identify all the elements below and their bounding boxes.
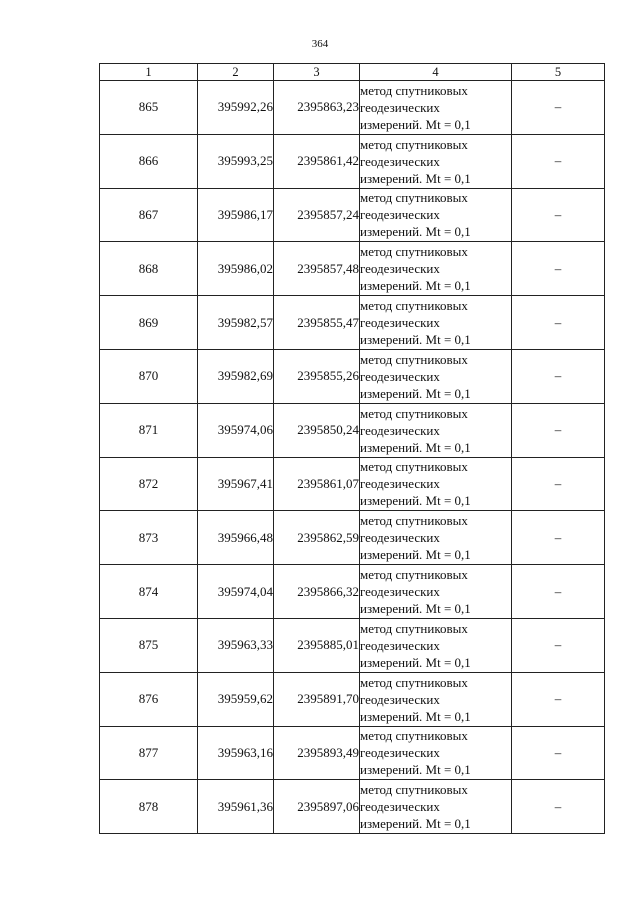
y-coordinate-cell: 2395893,49 [274, 726, 360, 780]
point-number-cell: 871 [100, 403, 198, 457]
method-line: метод спутниковых [360, 782, 468, 798]
method-line: геодезических [360, 691, 440, 707]
x-coordinate-cell: 395967,41 [198, 457, 274, 511]
x-coordinate-cell: 395963,16 [198, 726, 274, 780]
x-coordinate-cell: 395959,62 [198, 672, 274, 726]
y-coordinate-cell: 2395857,24 [274, 188, 360, 242]
x-coordinate-cell: 395992,26 [198, 81, 274, 135]
method-line: метод спутниковых [360, 244, 468, 260]
table-row [100, 188, 605, 242]
method-line: геодезических [360, 422, 440, 438]
coordinates-table [99, 63, 605, 834]
y-coordinate-cell: 2395855,47 [274, 296, 360, 350]
x-coordinate-cell: 395986,17 [198, 188, 274, 242]
method-line: геодезических [360, 637, 440, 653]
method-line: измерений. Mt = 0,1 [360, 654, 471, 670]
point-number-cell: 877 [100, 726, 198, 780]
point-number-cell: 869 [100, 296, 198, 350]
method-line: измерений. Mt = 0,1 [360, 385, 471, 401]
point-number-cell: 875 [100, 618, 198, 672]
point-number-cell: 873 [100, 511, 198, 565]
note-cell: – [512, 780, 605, 834]
column-header-1: 1 [100, 64, 198, 81]
point-number-cell: 874 [100, 565, 198, 619]
y-coordinate-cell: 2395891,70 [274, 672, 360, 726]
note-cell: – [512, 565, 605, 619]
point-number-cell: 878 [100, 780, 198, 834]
x-coordinate-cell: 395961,36 [198, 780, 274, 834]
note-cell: – [512, 457, 605, 511]
point-number-cell: 870 [100, 349, 198, 403]
x-coordinate-cell: 395986,02 [198, 242, 274, 296]
method-line: метод спутниковых [360, 351, 468, 367]
method-cell [360, 672, 512, 726]
table-row [100, 726, 605, 780]
method-line: измерений. Mt = 0,1 [360, 224, 471, 240]
method-line: измерений. Mt = 0,1 [360, 116, 471, 132]
method-line: метод спутниковых [360, 405, 468, 421]
table-row [100, 672, 605, 726]
note-cell: – [512, 134, 605, 188]
note-cell: – [512, 296, 605, 350]
y-coordinate-cell: 2395857,48 [274, 242, 360, 296]
y-coordinate-cell: 2395861,07 [274, 457, 360, 511]
x-coordinate-cell: 395982,69 [198, 349, 274, 403]
method-line: геодезических [360, 584, 440, 600]
table-row [100, 457, 605, 511]
point-number-cell: 867 [100, 188, 198, 242]
table-row [100, 81, 605, 135]
method-line: метод спутниковых [360, 674, 468, 690]
note-cell: – [512, 618, 605, 672]
method-cell [360, 134, 512, 188]
method-line: измерений. Mt = 0,1 [360, 332, 471, 348]
y-coordinate-cell: 2395862,59 [274, 511, 360, 565]
method-cell [360, 457, 512, 511]
method-line: геодезических [360, 530, 440, 546]
method-line: измерений. Mt = 0,1 [360, 278, 471, 294]
method-line: метод спутниковых [360, 728, 468, 744]
method-cell [360, 296, 512, 350]
method-line: геодезических [360, 745, 440, 761]
point-number-cell: 865 [100, 81, 198, 135]
method-line: геодезических [360, 153, 440, 169]
table-row [100, 565, 605, 619]
method-line: метод спутниковых [360, 567, 468, 583]
method-line: измерений. Mt = 0,1 [360, 816, 471, 832]
y-coordinate-cell: 2395861,42 [274, 134, 360, 188]
point-number-cell: 872 [100, 457, 198, 511]
table-row [100, 780, 605, 834]
method-line: измерений. Mt = 0,1 [360, 547, 471, 563]
table-row [100, 618, 605, 672]
note-cell: – [512, 349, 605, 403]
method-line: метод спутниковых [360, 298, 468, 314]
column-header-4: 4 [360, 64, 512, 81]
note-cell: – [512, 188, 605, 242]
method-line: измерений. Mt = 0,1 [360, 762, 471, 778]
y-coordinate-cell: 2395855,26 [274, 349, 360, 403]
column-header-2: 2 [198, 64, 274, 81]
table-header-row [100, 64, 605, 81]
x-coordinate-cell: 395974,06 [198, 403, 274, 457]
y-coordinate-cell: 2395850,24 [274, 403, 360, 457]
method-line: измерений. Mt = 0,1 [360, 439, 471, 455]
table-row [100, 242, 605, 296]
method-line: геодезических [360, 99, 440, 115]
method-line: геодезических [360, 476, 440, 492]
note-cell: – [512, 511, 605, 565]
method-cell [360, 403, 512, 457]
note-cell: – [512, 81, 605, 135]
method-line: измерений. Mt = 0,1 [360, 708, 471, 724]
method-cell [360, 618, 512, 672]
method-cell [360, 726, 512, 780]
x-coordinate-cell: 395974,04 [198, 565, 274, 619]
point-number-cell: 868 [100, 242, 198, 296]
method-cell [360, 349, 512, 403]
method-cell [360, 188, 512, 242]
x-coordinate-cell: 395963,33 [198, 618, 274, 672]
y-coordinate-cell: 2395866,32 [274, 565, 360, 619]
method-line: метод спутниковых [360, 136, 468, 152]
column-header-5: 5 [512, 64, 605, 81]
table-row [100, 296, 605, 350]
method-line: метод спутниковых [360, 190, 468, 206]
method-line: геодезических [360, 799, 440, 815]
method-cell [360, 565, 512, 619]
table-row [100, 134, 605, 188]
method-line: геодезических [360, 261, 440, 277]
x-coordinate-cell: 395982,57 [198, 296, 274, 350]
method-cell [360, 780, 512, 834]
method-line: метод спутниковых [360, 82, 468, 98]
table-row [100, 349, 605, 403]
point-number-cell: 866 [100, 134, 198, 188]
note-cell: – [512, 242, 605, 296]
method-line: метод спутниковых [360, 620, 468, 636]
column-header-3: 3 [274, 64, 360, 81]
method-line: метод спутниковых [360, 513, 468, 529]
method-line: измерений. Mt = 0,1 [360, 493, 471, 509]
note-cell: – [512, 726, 605, 780]
method-line: геодезических [360, 207, 440, 223]
x-coordinate-cell: 395966,48 [198, 511, 274, 565]
note-cell: – [512, 672, 605, 726]
table-body [100, 64, 605, 834]
method-line: геодезических [360, 315, 440, 331]
method-line: метод спутниковых [360, 459, 468, 475]
method-cell [360, 242, 512, 296]
method-line: измерений. Mt = 0,1 [360, 601, 471, 617]
y-coordinate-cell: 2395885,01 [274, 618, 360, 672]
y-coordinate-cell: 2395863,23 [274, 81, 360, 135]
x-coordinate-cell: 395993,25 [198, 134, 274, 188]
table-row [100, 403, 605, 457]
point-number-cell: 876 [100, 672, 198, 726]
method-line: геодезических [360, 368, 440, 384]
table-row [100, 511, 605, 565]
method-cell [360, 81, 512, 135]
y-coordinate-cell: 2395897,06 [274, 780, 360, 834]
note-cell: – [512, 403, 605, 457]
method-cell [360, 511, 512, 565]
method-line: измерений. Mt = 0,1 [360, 170, 471, 186]
page-number: 364 [311, 38, 329, 50]
